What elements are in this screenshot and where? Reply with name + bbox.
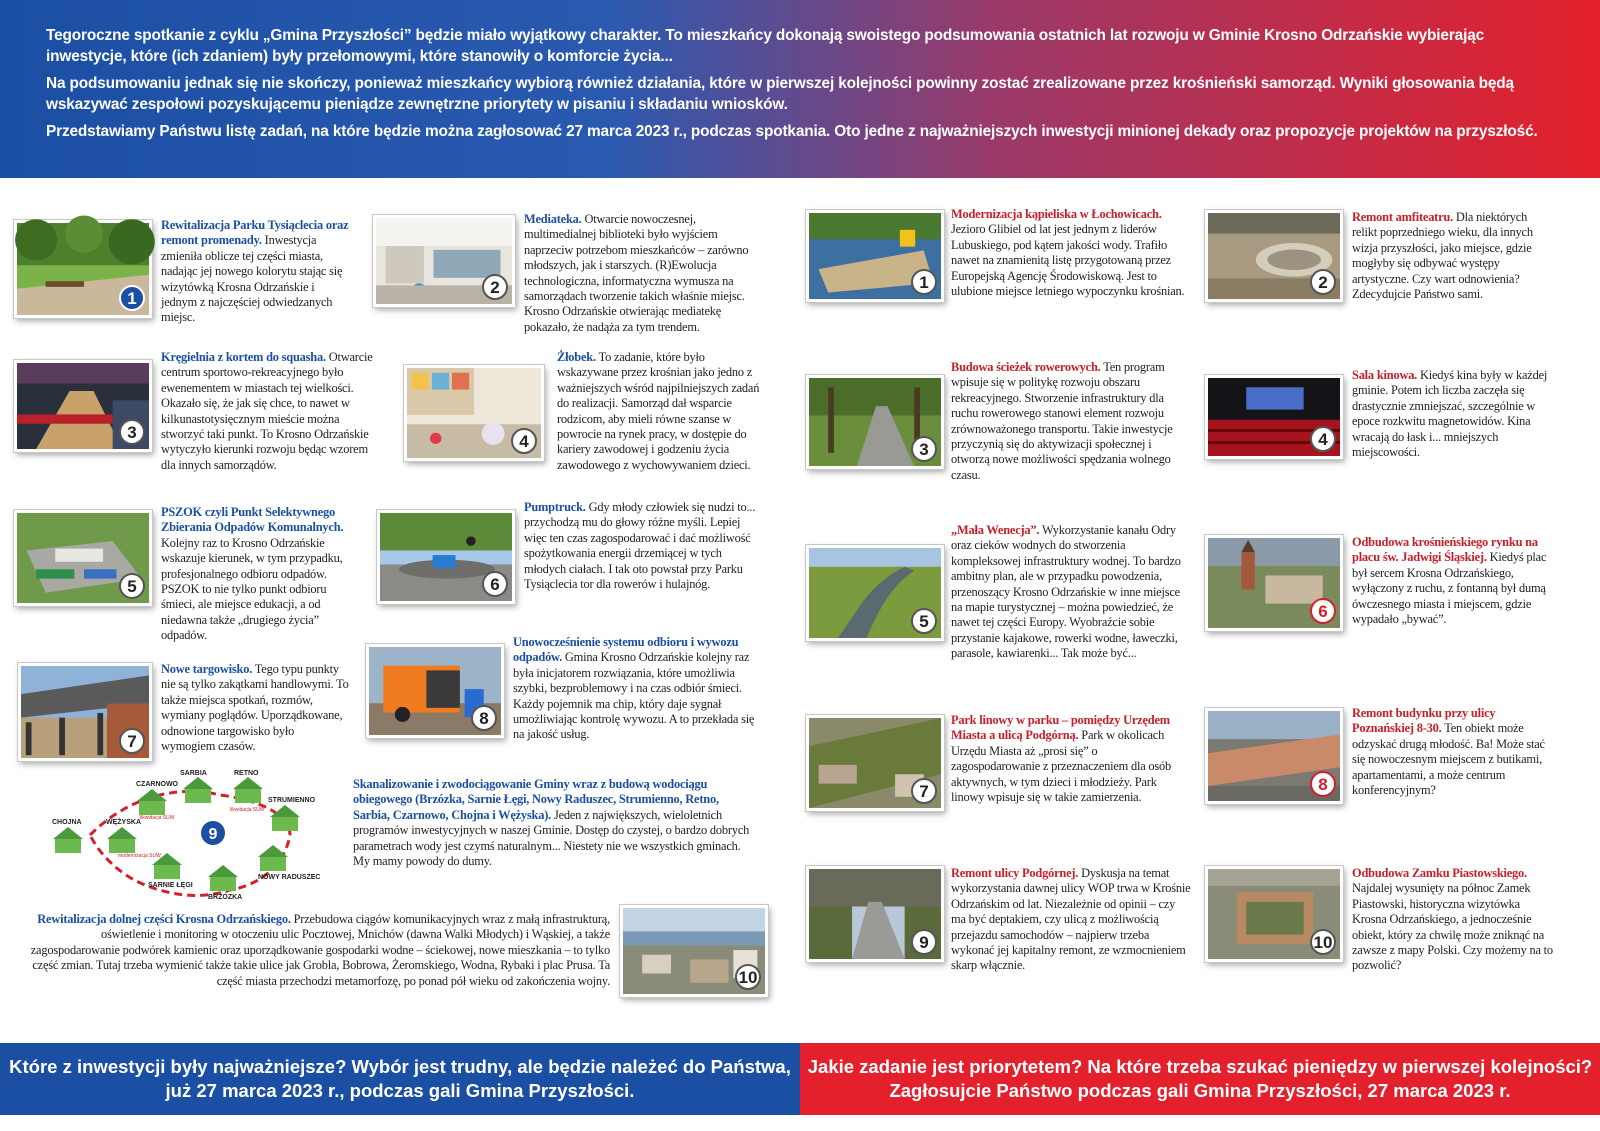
village-label: SARBIA bbox=[180, 770, 207, 777]
water-network-diagram bbox=[30, 770, 330, 925]
network-number: 9 bbox=[208, 826, 218, 843]
village-label: STRUMIENNO bbox=[268, 797, 316, 804]
number-badge: 8 bbox=[471, 705, 497, 731]
photo-pumptruck bbox=[377, 510, 515, 604]
number-badge: 3 bbox=[911, 436, 937, 462]
number-badge: 2 bbox=[482, 274, 508, 300]
photo-pszok bbox=[14, 510, 152, 606]
photo-amphitheatre bbox=[1205, 210, 1343, 302]
photo-market-square bbox=[1205, 535, 1343, 631]
number-badge: 6 bbox=[1310, 598, 1336, 624]
photo-building-poznanska bbox=[1205, 708, 1343, 804]
suw-label: modernizacja SUW bbox=[118, 853, 161, 859]
past-item-6: Pumptruck. Gdy młody człowiek się nudzi to... przychodzą mu do głowy różne myśli. Lepiej więc ten czas zagospodarować i dać możliwość spożytkowania energii drzemiącej w tych młodych ciałach. I tak oto powstał przy Parku Tysiąclecia tor dla rowerów i hulajnóg. bbox=[524, 500, 756, 592]
number-badge: 9 bbox=[911, 929, 937, 955]
photo-canal bbox=[806, 545, 944, 641]
photo-garbage-truck bbox=[366, 644, 504, 738]
number-badge: 10 bbox=[1310, 929, 1336, 955]
photo-nursery bbox=[404, 365, 544, 461]
past-item-7: Nowe targowisko. Tego typu punkty nie są tylko zakątkami handlowymi. To także miejsca spotkań, rozmów, wymiany poglądów. Uporządkowane, odnowione targowisko było wymogiem czasów. bbox=[161, 662, 349, 754]
future-item-2: Remont amfiteatru. Dla niektórych relikt poprzedniego wieku, dla innych wizja przyszłości, jako miejsce, gdzie mogłyby się odbywać występy artystyczne. Czy wart odnowienia? Zdecydujcie Państwo sami. bbox=[1352, 210, 1533, 302]
photo-lower-town bbox=[620, 905, 768, 997]
photo-podgorna-street bbox=[806, 866, 944, 962]
intro-paragraph-1: Tegoroczne spotkanie z cyklu „Gmina Przyszłości” będzie miało wyjątkowy charakter. To mieszkańcy dokonają swoistego podsumowania ostatnich lat rozwoju w Gminie Krosno Odrzańskie wybierając inwestycje, które (ich zdaniem) były przełomowymi, które stanowiły o komforcie życia... bbox=[46, 27, 1485, 65]
village-label: SARNIE ŁĘGI bbox=[148, 882, 193, 889]
number-badge: 4 bbox=[1310, 426, 1336, 452]
number-badge: 2 bbox=[1310, 269, 1336, 295]
suw-label: likwidacja SUW bbox=[230, 807, 265, 813]
number-badge: 5 bbox=[119, 573, 145, 599]
number-badge: 3 bbox=[119, 419, 145, 445]
future-item-6: Odbudowa krośnieńskiego rynku na placu św. Jadwigi Śląskiej. Kiedyś plac był sercem Krosna Odrzańskiego, wyłączony z ruchu, z fontanną był dumą ówczesnego miasta i miejscem, gdzie wypadało „bywać”. bbox=[1352, 535, 1547, 627]
past-item-3: Kręgielnia z kortem do squasha. Otwarcie centrum sportowo-rekreacyjnego było ewenementem w miastach tej wielkości. Okazało się, że jak się chce, to nawet w kilkunastotysięcznym mieście można stworzyć taki punkt. To Krosno Odrzańskie wytyczyło kierunki rozwoju będąc wzorem dla innych samorządów. bbox=[161, 350, 373, 472]
number-badge: 5 bbox=[911, 608, 937, 634]
suw-label: likwidacja SUW bbox=[140, 815, 175, 821]
past-item-1: Rewitalizacja Parku Tysiąclecia oraz remont promenady. Inwestycja zmieniła oblicze tej części miasta, nadając jej nowego kolorytu stając się wizytówką Krosna Odrzańskie i jednym z najczęściej odwiedzanych miejsc. bbox=[161, 218, 349, 325]
number-badge: 8 bbox=[1310, 771, 1336, 797]
footer-right: Jakie zadanie jest priorytetem? Na które trzeba szukać pieniędzy w pierwszej kolejności? Zagłosujcie Państwo podczas gali Gmina Przyszłości, 27 marca 2023 r. bbox=[800, 1043, 1600, 1115]
past-item-10: Rewitalizacja dolnej części Krosna Odrzańskiego. Przebudowa ciągów komunikacyjnych wraz z małą infrastrukturą, oświetlenie i monitoring w otoczeniu ulic Pocztowej, Mnichów (dawna Walki Młodych) i Wąskiej, a także zagospodarowanie podwórek kamienic oraz uporządkowanie gospodarki wodne – ściekowej, nowe mieszkania – to tylko część zmian. Tutaj trzeba wymienić także takie ulice jak Grobla, Bobrowa, Żeromskiego, Wodna, Rybaki i plac Prusa. Ta część miasta przechodzi metamorfozę, po ponad pół wieku od zakończenia wojny. bbox=[30, 912, 610, 988]
past-item-2: Mediateka. Otwarcie nowoczesnej, multimedialnej biblioteki było wyjściem naprzeciw potrzebom mieszkańców – zarówno młodszych, jak i starszych. (R)Ewolucja technologiczna, informatyczna wymusza na samorządach tworzenie takich właśnie miejsc. Krosno Odrzańskie otwierając mediatekę pokazało, że nadąża za tym trendem. bbox=[524, 212, 749, 334]
photo-piast-castle bbox=[1205, 866, 1343, 962]
photo-park bbox=[14, 220, 152, 318]
village-label: RETNO bbox=[234, 770, 259, 777]
future-item-8: Remont budynku przy ulicy Poznańskiej 8-30. Ten obiekt może odzyskać drugą młodość. Ba! Może stać się nowoczesnym miejscem z butikami, apartamentami, a może centrum konferencyjnym? bbox=[1352, 706, 1545, 798]
village-label: WĘŻYSKA bbox=[106, 819, 141, 826]
number-badge: 6 bbox=[482, 571, 508, 597]
future-item-1: Modernizacja kąpieliska w Łochowicach. Jezioro Glibiel od lat jest jednym z liderów Lubuskiego, pod kątem jakości wody. Trafiło nawet na znamienitą listę przygotowaną przez Europejską Agencję Środowiskową. Jest to ulubione miejsce letniego wypoczynku krośnian. bbox=[951, 207, 1185, 299]
number-badge: 7 bbox=[911, 778, 937, 804]
past-item-9: Skanalizowanie i zwodociągowanie Gminy wraz z budową wodociągu obiegowego (Brzózka, Sarnie Łęgi, Nowy Raduszec, Strumienno, Retno, Sarbia, Czarnowo, Chojna i Wężyska). Jeden z największych, wieloletnich programów inwestycyjnych w naszej Gminie. Dostęp do czystej, o bardzo dobrych parametrach wody jest czymś naturalnym... Niestety nie we wszystkich gminach. My mamy powody do dumy. bbox=[353, 777, 750, 869]
number-badge: 4 bbox=[511, 428, 537, 454]
future-item-9: Remont ulicy Podgórnej. Dyskusja na temat wykorzystania dawnej ulicy WOP trwa w Krośnie Odrzańskim od lat. Niezależnie od opinii – czy ma być deptakiem, czy ulicą z możliwością przejazdu samochodów – najpierw trzeba wykonać jej kapitalny remont, ze wzmocnieniem skarp włącznie. bbox=[951, 866, 1191, 973]
photo-rope-park bbox=[806, 715, 944, 811]
future-item-7: Park linowy w parku – pomiędzy Urzędem Miasta a ulicą Podgórną. Park w okolicach Urzędu Miasta aż „prosi się” o zagospodarowanie z przeznaczeniem dla osób aktywnych, w tym dzieci i młodzieży. Park linowy wpisuje się w takie zamierzenia. bbox=[951, 713, 1172, 805]
village-label: CZARNOWO bbox=[136, 781, 178, 788]
future-item-10: Odbudowa Zamku Piastowskiego. Najdalej wysunięty na północ Zamek Piastowski, historyczna wizytówka Krosna Odrzańskiego, a jednocześnie obiekt, który za chwilę może zniknąć na zawsze z mapy Polski. Czy możemy na to pozwolić? bbox=[1352, 866, 1553, 973]
photo-cinema bbox=[1205, 375, 1343, 459]
photo-mediateka bbox=[373, 215, 515, 307]
header-banner bbox=[0, 0, 1600, 178]
past-item-5: PSZOK czyli Punkt Selektywnego Zbierania Odpadów Komunalnych. Kolejny raz to Krosno Odrzańskie wskazuje kierunek, w tym przypadku, profesjonalnego odbioru odpadów. PSZOK to nie tylko punkt odbioru śmieci, ale miejsce edukacji, a od niedawna także „drugiego życia” odpadów. bbox=[161, 505, 344, 643]
photo-marketplace bbox=[18, 663, 152, 761]
intro-paragraph-3: Przedstawiamy Państwu listę zadań, na które będzie można zagłosować 27 marca 2023 r., podczas spotkania. Oto jedne z najważniejszych inwestycji minionej dekady oraz propozycje projektów na przyszłość. bbox=[46, 123, 1538, 140]
village-label: CHOJNA bbox=[52, 819, 82, 826]
number-badge: 1 bbox=[119, 285, 145, 311]
past-item-4: Żłobek. To zadanie, które było wskazywane przez krośnian jako jedno z ważniejszych wśród najpilniejszych zadań do realizacji. Samorząd dał wsparcie rodzicom, aby mieli równe szanse w powrocie na rynek pracy, w dostępie do kariery zawodowej i godzeniu życia zawodowego z wychowywaniem dzieci. bbox=[557, 350, 760, 472]
photo-beach bbox=[806, 210, 944, 302]
footer-left: Które z inwestycji były najważniejsze? Wybór jest trudny, ale będzie należeć do Państwa, już 27 marca 2023 r., podczas gali Gmina Przyszłości. bbox=[0, 1043, 800, 1115]
intro-paragraph-2: Na podsumowaniu jednak się nie skończy, ponieważ mieszkańcy wybiorą również działania, które w pierwszej kolejności powinny zostać zrealizowane przez krośnieński samorząd. Wyniki głosowania będą wskazywać zespołowi pozyskującemu pieniądze zewnętrzne priorytety w pisaniu i składaniu wniosków. bbox=[46, 75, 1514, 113]
village-label: BRZÓZKA bbox=[208, 894, 243, 901]
future-item-3: Budowa ścieżek rowerowych. Ten program wpisuje się w politykę rozwoju obszaru rekreacyjnego. Stworzenie infrastruktury dla ruchu rowerowego stanowi element rozwoju zrównoważonego transportu. Takie inwestycje przyczynią się do aktywizacji społecznej i otworzą nowe możliwości spędzania wolnego czasu. bbox=[951, 360, 1173, 482]
village-label: NOWY RADUSZEC bbox=[258, 874, 321, 881]
future-item-4: Sala kinowa. Kiedyś kina były w każdej gminie. Potem ich liczba zaczęła się drastycznie zmniejszać, szczególnie w epoce rozkwitu magnetowidów. Kina wracają do łask i... mniejszych miejscowości. bbox=[1352, 368, 1548, 460]
future-item-5: „Mała Wenecja”. Wykorzystanie kanału Odry oraz cieków wodnych do stworzenia kompleksowej infrastruktury wodnej. To bardzo ambitny plan, ale w przypadku powodzenia, przenoszący Krosno Odrzańskie w inne miejsce na mapie turystycznej – można powiedzieć, że nawet tej części Europy. Wyobraźcie sobie przystanie kajakowe, rowerki wodne, ławeczki, parasole, kawiarenki... Tak może być... bbox=[951, 523, 1181, 661]
number-badge: 1 bbox=[911, 269, 937, 295]
number-badge: 10 bbox=[735, 964, 761, 990]
photo-bowling bbox=[14, 360, 152, 452]
photo-bike-path bbox=[806, 375, 944, 469]
number-badge: 7 bbox=[119, 728, 145, 754]
past-item-8: Unowocześnienie systemu odbioru i wywozu odpadów. Gmina Krosno Odrzańskie kolejny raz była inicjatorem rozwiązania, które umożliwia szybki, bezproblemowy i na czas odbiór śmieci. Każdy pojemnik ma chip, który daje sygnał umożliwiając kontrolę wywozu. A to przekłada się na jakość usług. bbox=[513, 635, 755, 742]
